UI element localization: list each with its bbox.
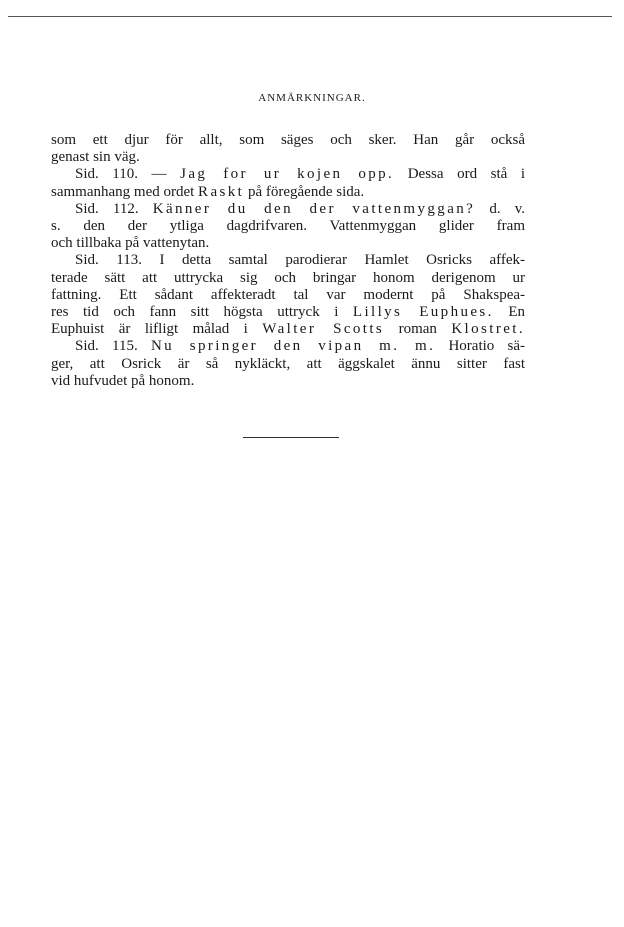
spaced-quote: Känner du den der vattenmyggan? xyxy=(152,200,476,217)
running-header: ANMÄRKNINGAR. xyxy=(258,92,366,104)
text-line: Euphuist är lifligt målad i Walter Scotts roman Klostret. xyxy=(51,321,526,338)
spaced-author: Walter Scotts xyxy=(262,321,385,338)
note-sid-110: Sid. 110. — Jag for ur kojen opp. Dessa ord stå i xyxy=(75,166,525,183)
top-rule xyxy=(8,16,612,17)
text-line: som ett djur för allt, som säges och sker. Han går också xyxy=(51,132,525,148)
note-sid-113: Sid. 113. I detta samtal parodierar Hamlet Osricks affek- xyxy=(75,252,525,269)
note-sid-115: Sid. 115. Nu springer den vipan m. m. Horatio sä- xyxy=(75,338,526,355)
spaced-word: Raskt xyxy=(198,183,245,200)
end-rule xyxy=(243,437,339,438)
text-line: res tid och fann sitt högsta uttryck i Lillys Euphues. En xyxy=(51,304,525,321)
text-line: genast sin väg. xyxy=(51,149,140,166)
spaced-quote: Nu springer den vipan m. m. xyxy=(150,338,436,355)
text-line: s. den der ytliga dagdrifvaren. Vattenmyggan glider fram xyxy=(51,218,525,235)
text-line: ger, att Osrick är så nykläckt, att äggskalet ännu sitter fast xyxy=(51,355,525,372)
text-line: sammanhang med ordet Raskt på föregående sida. xyxy=(51,183,365,200)
spaced-title: Klostret. xyxy=(451,321,526,338)
spaced-quote: Jag for ur kojen opp. xyxy=(180,166,395,183)
text-line: fattning. Ett sådant affekteradt tal var modernt på Shakspea- xyxy=(51,286,525,303)
text-line: och tillbaka på vattenytan. xyxy=(51,235,210,252)
text-line: vid hufvudet på honom. xyxy=(51,372,195,389)
text-line: terade sätt att uttrycka sig och bringar honom derigenom ur xyxy=(51,269,525,286)
spaced-title: Lillys Euphues. xyxy=(352,304,494,321)
notes-body xyxy=(51,132,525,390)
note-sid-112: Sid. 112. Känner du den der vattenmyggan? d. v. xyxy=(75,200,525,217)
